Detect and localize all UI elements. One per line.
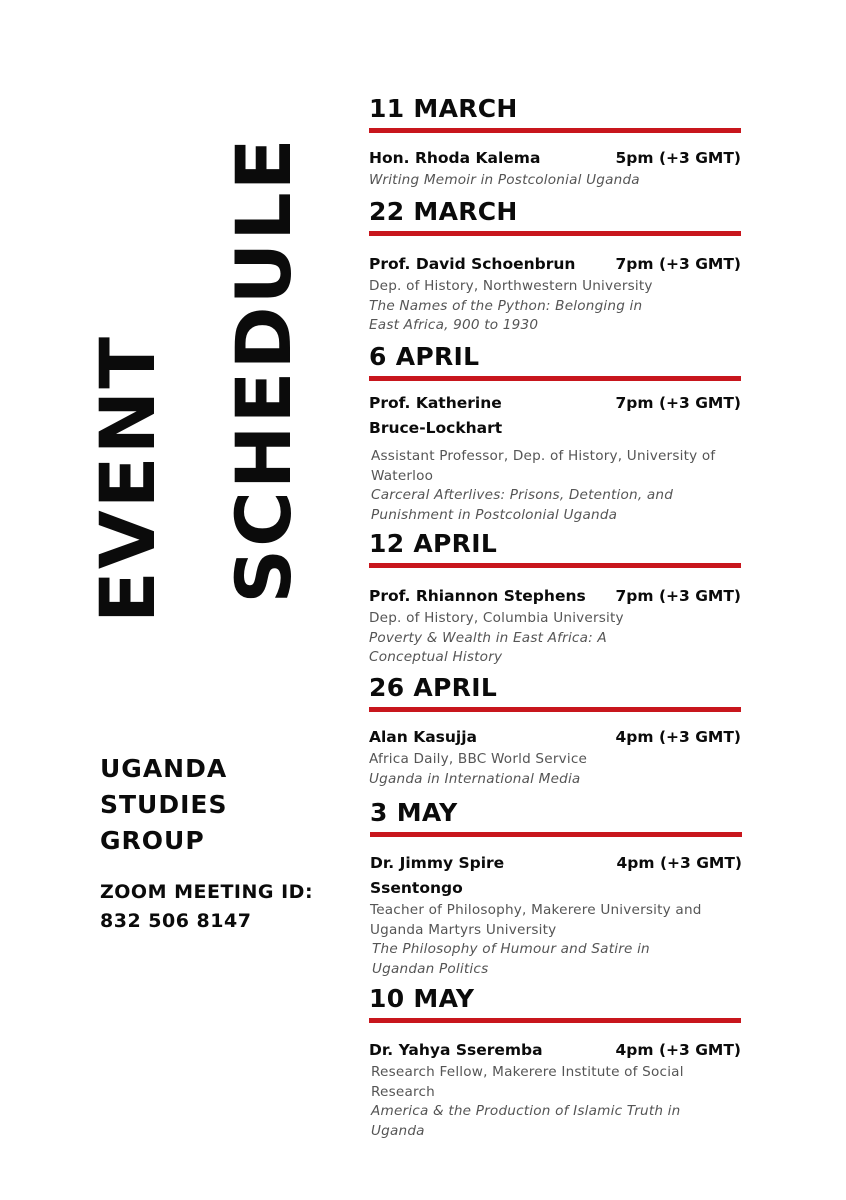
event-talk-title: Carceral Afterlives: Prisons, Detention, and Punishment in Postcolonial Uganda [371,487,674,523]
event-speaker: Prof. David Schoenbrun [369,255,576,273]
event-time: 5pm (+3 GMT) [615,149,741,167]
event-time: 7pm (+3 GMT) [615,587,741,605]
title-schedule: SCHEDULE [219,136,308,604]
event-item [369,197,741,336]
event-talk-title: Poverty & Wealth in East Africa: A Conceptual History [369,629,607,665]
event-item [369,673,741,789]
event-speaker: Dr. Jimmy Spire Ssentongo [370,854,505,897]
event-talk-title: Writing Memoir in Postcolonial Uganda [369,172,640,188]
event-talk-title: The Names of the Python: Belonging in East Africa, 900 to 1930 [369,297,643,333]
zoom-meeting-id: 832 506 8147 [100,910,252,932]
event-time: 4pm (+3 GMT) [615,728,741,746]
event-date: 22 MARCH [369,197,518,226]
event-speaker: Prof. Rhiannon Stephens [369,587,586,605]
event-item [369,94,741,191]
organizer-line: UGANDA [100,754,228,783]
event-speaker: Dr. Yahya Sseremba [369,1041,543,1059]
event-speaker: Prof. Katherine Bruce-Lockhart [369,394,503,437]
event-item [370,798,742,979]
date-divider [369,563,741,568]
zoom-info [100,878,313,936]
event-details [369,391,741,525]
event-date: 10 MAY [369,984,475,1013]
organizer-line: GROUP [100,826,205,855]
event-affiliation: Teacher of Philosophy, Makerere University and Uganda Martyrs University [370,902,702,938]
organizer-line: STUDIES [100,790,228,819]
event-details [369,252,741,336]
date-divider [369,231,741,236]
event-time: 7pm (+3 GMT) [615,255,741,273]
event-date: 26 APRIL [369,673,498,702]
event-time: 7pm (+3 GMT) [615,394,741,412]
event-talk-title: America & the Production of Islamic Truth in Uganda [371,1103,681,1139]
event-affiliation: Research Fellow, Makerere Institute of Social Research [371,1064,684,1100]
date-divider [369,128,741,133]
event-speaker: Alan Kasujja [369,728,478,746]
zoom-label: ZOOM MEETING ID: [100,881,314,903]
event-date: 12 APRIL [369,529,498,558]
event-time: 4pm (+3 GMT) [616,854,742,872]
event-item [369,984,741,1141]
event-affiliation: Africa Daily, BBC World Service [369,751,588,767]
event-affiliation: Dep. of History, Northwestern University [369,278,653,294]
date-divider [369,707,741,712]
date-divider [369,376,741,381]
event-affiliation: Assistant Professor, Dep. of History, University of Waterloo [371,448,716,484]
event-item [369,342,741,525]
event-date: 6 APRIL [369,342,480,371]
date-divider [370,832,742,837]
event-details [369,584,741,668]
event-talk-title: Uganda in International Media [369,770,581,787]
event-details [369,146,741,191]
event-details [369,1038,741,1141]
event-details [369,725,741,789]
date-divider [369,1018,741,1023]
event-time: 4pm (+3 GMT) [615,1041,741,1059]
event-talk-title: The Philosophy of Humour and Satire in Ugandan Politics [372,941,650,977]
event-details [370,851,742,979]
event-affiliation: Dep. of History, Columbia University [369,610,624,626]
event-item [369,529,741,668]
organizer-name [100,751,228,859]
event-speaker: Hon. Rhoda Kalema [369,149,541,167]
title-event: EVENT [83,334,172,624]
event-date: 11 MARCH [369,94,518,123]
event-date: 3 MAY [370,798,458,827]
